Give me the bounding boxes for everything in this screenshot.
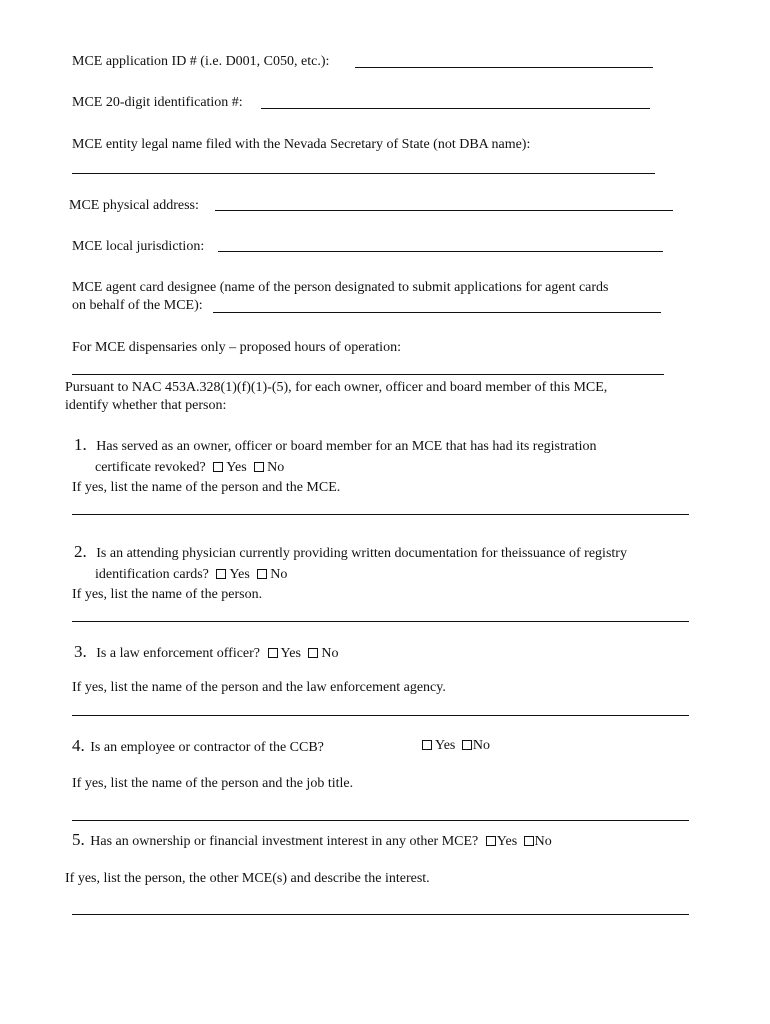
question-3 (74, 643, 339, 661)
yes-checkbox[interactable] (486, 836, 496, 846)
question-1-line2 (95, 461, 284, 475)
agent-card-label-line1: MCE agent card designee (name of the person designated to submit applications for agent cards (72, 280, 609, 295)
no-label: No (472, 738, 490, 753)
question-number: 5. (72, 830, 85, 849)
question-1 (74, 436, 597, 454)
agent-card-label-line2: on behalf of the MCE): (72, 298, 203, 313)
physical-address-label: MCE physical address: (69, 198, 199, 213)
no-checkbox[interactable] (257, 569, 267, 579)
yes-label: Yes (229, 567, 250, 582)
question-5-followup: If yes, list the person, the other MCE(s) and describe the interest. (65, 871, 430, 886)
legal-name-label: MCE entity legal name filed with the Nevada Secretary of State (not DBA name): (72, 137, 531, 152)
question-5 (72, 831, 552, 849)
question-text: Is a law enforcement officer? (96, 646, 261, 661)
agent-card-field[interactable] (213, 312, 661, 313)
question-text: Is an employee or contractor of the CCB? (90, 740, 324, 755)
question-3-answer-field[interactable] (72, 715, 689, 716)
yes-checkbox[interactable] (213, 462, 223, 472)
question-text: Is an attending physician currently providing written documentation for theissuance of registry (96, 546, 627, 561)
question-text: identification cards? (95, 567, 209, 582)
question-2-line2 (95, 568, 287, 582)
question-3-followup: If yes, list the name of the person and the law enforcement agency. (72, 680, 446, 695)
question-4-followup: If yes, list the name of the person and the job title. (72, 776, 354, 791)
no-checkbox[interactable] (462, 740, 472, 750)
question-4-options (418, 739, 490, 753)
no-checkbox[interactable] (308, 648, 318, 658)
no-label: No (534, 834, 552, 849)
question-2 (74, 543, 627, 561)
question-1-answer-field[interactable] (72, 514, 689, 515)
application-id-label: MCE application ID # (i.e. D001, C050, etc.): (72, 54, 330, 69)
question-1-followup: If yes, list the name of the person and the MCE. (72, 480, 341, 495)
yes-label: Yes (280, 646, 301, 661)
local-jurisdiction-label: MCE local jurisdiction: (72, 239, 205, 254)
question-4-answer-field[interactable] (72, 820, 689, 821)
no-label: No (267, 460, 285, 475)
application-id-field[interactable] (355, 67, 653, 68)
question-text: Has an ownership or financial investment interest in any other MCE? (90, 834, 479, 849)
no-label: No (270, 567, 288, 582)
pursuant-line1: Pursuant to NAC 453A.328(1)(f)(1)-(5), for each owner, officer and board member of this MCE, (65, 380, 608, 395)
question-number: 2. (74, 542, 87, 561)
yes-checkbox[interactable] (268, 648, 278, 658)
no-label: No (321, 646, 339, 661)
question-text: certificate revoked? (95, 460, 206, 475)
question-text: Has served as an owner, officer or board member for an MCE that has had its registration (96, 439, 597, 454)
question-2-followup: If yes, list the name of the person. (72, 587, 263, 602)
twenty-digit-id-label: MCE 20-digit identification #: (72, 95, 243, 110)
question-number: 1. (74, 435, 87, 454)
yes-checkbox[interactable] (422, 740, 432, 750)
question-2-answer-field[interactable] (72, 621, 689, 622)
physical-address-field[interactable] (215, 210, 673, 211)
no-checkbox[interactable] (524, 836, 534, 846)
question-number: 4. (72, 736, 85, 755)
hours-field[interactable] (72, 374, 664, 375)
hours-label: For MCE dispensaries only – proposed hours of operation: (72, 340, 401, 355)
yes-label: Yes (496, 834, 518, 849)
no-checkbox[interactable] (254, 462, 264, 472)
local-jurisdiction-field[interactable] (218, 251, 663, 252)
legal-name-field[interactable] (72, 173, 655, 174)
question-5-answer-field[interactable] (72, 914, 689, 915)
yes-label: Yes (435, 738, 456, 753)
question-4 (72, 737, 324, 755)
question-number: 3. (74, 642, 87, 661)
yes-checkbox[interactable] (216, 569, 226, 579)
pursuant-line2: identify whether that person: (65, 398, 227, 413)
twenty-digit-id-field[interactable] (261, 108, 650, 109)
yes-label: Yes (226, 460, 247, 475)
